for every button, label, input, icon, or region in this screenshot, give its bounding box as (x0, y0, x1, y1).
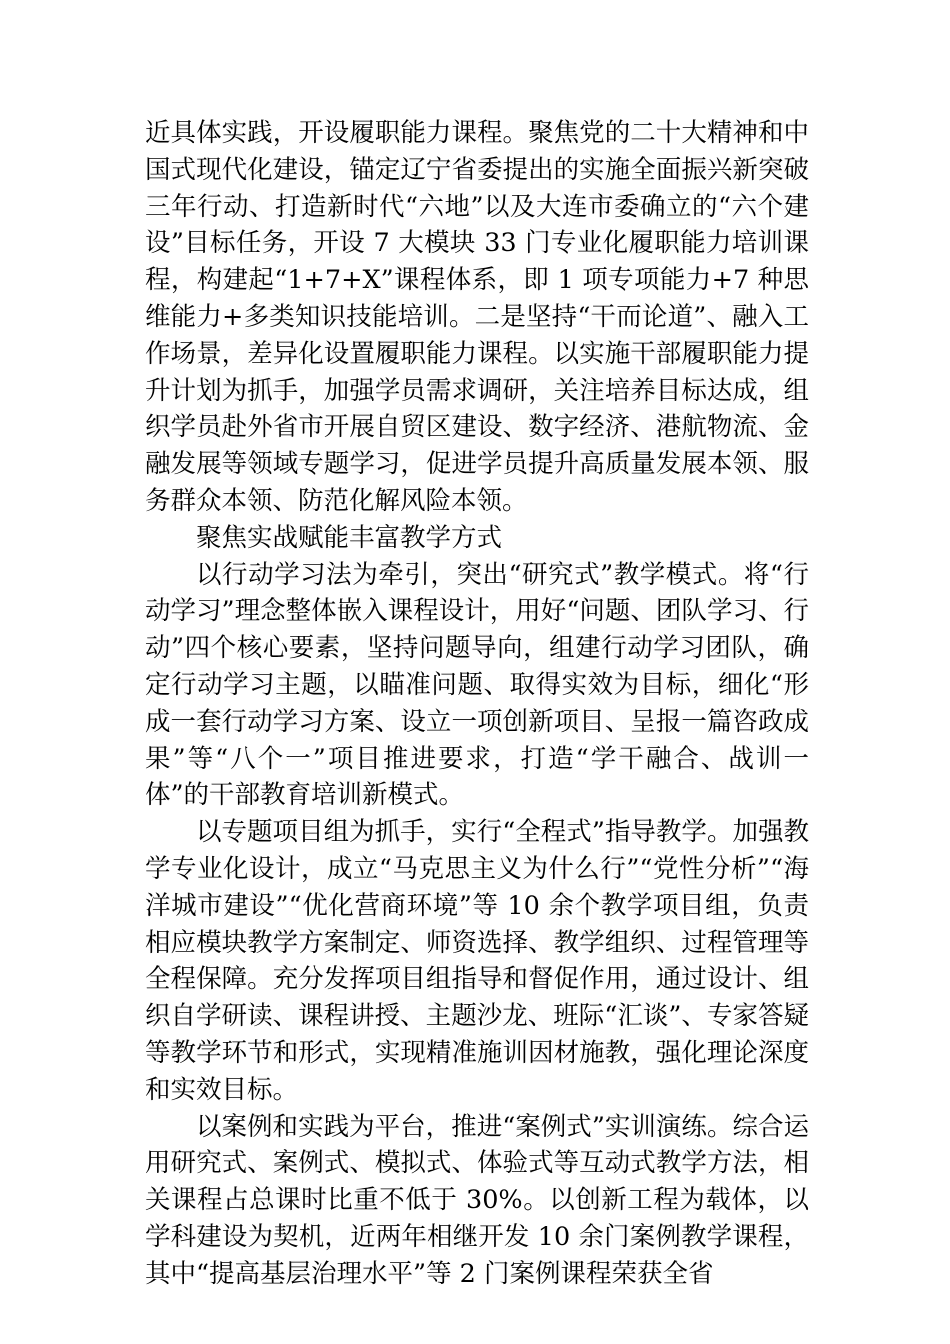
section-heading: 聚焦实战赋能丰富教学方式 (196, 522, 503, 553)
body-paragraph-project-groups: 以专题项目组为抓手，实行“全程式”指导教学。加强教学专业化设计，成立“马克思主义为什么行”“党性分析”“海洋城市建设”“优化营商环境”等 10 余个教学项目组，负责相应模块教学方案制定、师资选择、教学组织、过程管理等全程保障。充分发挥项目组指导和督促作用，通过设计、组织自学研读、课程讲授、主题沙龙、班际“汇谈”、专家答疑等教学环节和形式，实现精准施训因材施教，强化理论深度和实效目标。 (145, 817, 809, 1105)
body-paragraph-case-study: 以案例和实践为平台，推进“案例式”实训演练。综合运用研究式、案例式、模拟式、体验式等互动式教学方法，相关课程占总课时比重不低于 30%。以创新工程为载体，以学科建设为契机，近两年相继开发 10 余门案例教学课程，其中“提高基层治理水平”等 2 门案例课程荣获全省 (145, 1111, 809, 1289)
body-paragraph-research-style: 以行动学习法为牵引，突出“研究式”教学模式。将“行动学习”理念整体嵌入课程设计，用好“问题、团队学习、行动”四个核心要素，坚持问题导向，组建行动学习团队，确定行动学习主题，以瞄准问题、取得实效为目标，细化“形成一套行动学习方案、设立一项创新项目、呈报一篇咨政成果”等“八个一”项目推进要求，打造“学干融合、战训一体”的干部教育培训新模式。 (145, 559, 809, 811)
body-paragraph-continued: 近具体实践，开设履职能力课程。聚焦党的二十大精神和中国式现代化建设，锚定辽宁省委提出的实施全面振兴新突破三年行动、打造新时代“六地”以及大连市委确立的“六个建设”目标任务，开设 7 大模块 33 门专业化履职能力培训课程，构建起“1+7+X”课程体系，即 1 项专项能力+7 种思维能力+多类知识技能培训。二是坚持“干而论道”、融入工作场景，差异化设置履职能力课程。以实施干部履职能力提升计划为抓手，加强学员需求调研，关注培养目标达成，组织学员赴外省市开展自贸区建设、数字经济、港航物流、金融发展等领域专题学习，促进学员提升高质量发展本领、服务群众本领、防范化解风险本领。 (145, 118, 809, 516)
document-page (145, 115, 809, 1293)
